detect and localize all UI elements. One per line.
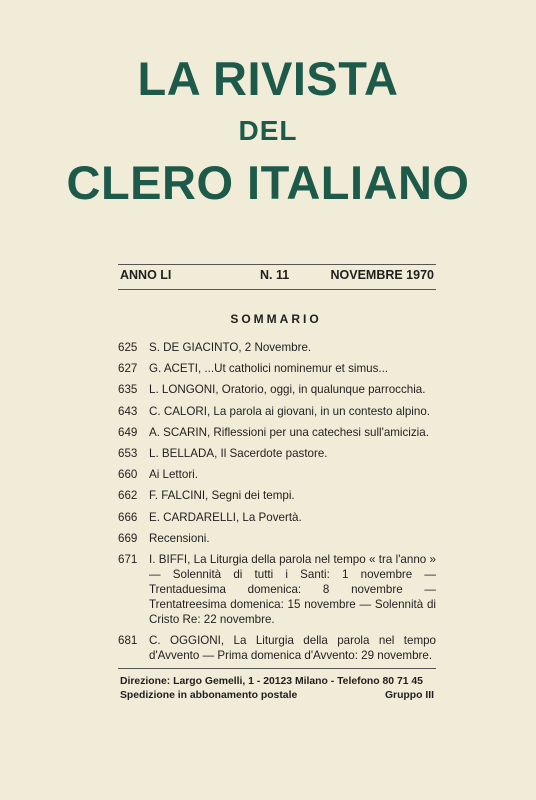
toc-entry bbox=[118, 552, 436, 627]
toc-title: Recensioni. bbox=[149, 531, 210, 545]
summary-heading: SOMMARIO bbox=[230, 312, 322, 326]
toc-title: G. ACETI, ...Ut catholici nominemur et simus... bbox=[149, 362, 389, 376]
toc-title: I. BIFFI, La Liturgia della parola nel tempo « tra l'anno » — Solennità di tutti i Santi: 1 novembre — Trentaduesima domenica: 8 novembre — Trentatreesima domenica: 15 novembre — Solennità di Cristo Re: 22 novembre. bbox=[149, 552, 436, 626]
toc-page-number: 660 bbox=[118, 468, 138, 482]
toc-title: L. BELLADA, Il Sacerdote pastore. bbox=[149, 446, 328, 460]
toc-entry bbox=[118, 425, 436, 440]
footer-address: Direzione: Largo Gemelli, 1 - 20123 Milano - Telefono 80 71 45 bbox=[120, 676, 423, 687]
toc-title: C. OGGIONI, La Liturgia della parola nel tempo d'Avvento — Prima domenica d'Avvento: 29 novembre. bbox=[149, 634, 436, 663]
footer-group-text: Gruppo III bbox=[384, 690, 434, 701]
toc-entry bbox=[118, 531, 436, 546]
toc-title: L. LONGONI, Oratorio, oggi, in qualunque parrocchia. bbox=[149, 383, 426, 397]
toc-title: Ai Lettori. bbox=[149, 468, 198, 482]
toc-entry bbox=[118, 633, 436, 663]
footer-rule bbox=[118, 668, 436, 669]
toc-page-number: 669 bbox=[118, 531, 138, 545]
issue-info bbox=[120, 268, 434, 286]
toc-page-number: 625 bbox=[118, 341, 138, 354]
toc-page-number: 649 bbox=[118, 425, 138, 439]
toc-page-number: 653 bbox=[118, 446, 138, 460]
toc-page-number: 643 bbox=[118, 404, 138, 418]
title-line-2: DEL bbox=[238, 115, 298, 146]
toc-entry bbox=[118, 382, 436, 397]
toc-entry bbox=[118, 361, 436, 376]
title-line-3: CLERO ITALIANO bbox=[66, 156, 470, 209]
toc-title: A. SCARIN, Riflessioni per una catechesi sull'amicizia. bbox=[149, 425, 429, 439]
toc-title: F. FALCINI, Segni dei tempi. bbox=[149, 489, 295, 503]
toc-page-number: 671 bbox=[118, 552, 138, 566]
toc-title: C. CALORI, La parola ai giovani, in un contesto alpino. bbox=[149, 404, 430, 418]
toc-page-number: 681 bbox=[118, 634, 138, 648]
toc-entry bbox=[118, 467, 436, 482]
issue-year: ANNO LI bbox=[120, 268, 172, 282]
issue-bottom-rule bbox=[118, 289, 436, 290]
toc-title: S. DE GIACINTO, 2 Novembre. bbox=[149, 341, 312, 354]
toc-page-number: 666 bbox=[118, 510, 138, 524]
issue-date: NOVEMBRE 1970 bbox=[330, 268, 434, 282]
toc-entry bbox=[118, 446, 436, 461]
issue-top-rule bbox=[118, 264, 436, 265]
toc-title: E. CARDARELLI, La Povertà. bbox=[149, 510, 302, 524]
footer-postal-text: Spedizione in abbonamento postale bbox=[120, 690, 298, 701]
issue-number: N. 11 bbox=[260, 268, 290, 282]
toc-page-number: 635 bbox=[118, 383, 138, 397]
toc-page-number: 627 bbox=[118, 362, 138, 376]
toc-entry bbox=[118, 340, 436, 355]
toc-entry bbox=[118, 488, 436, 503]
title-line-1: LA RIVISTA bbox=[137, 52, 399, 105]
toc-entry bbox=[118, 404, 436, 419]
table-of-contents bbox=[118, 340, 436, 669]
toc-page-number: 662 bbox=[118, 489, 138, 503]
toc-entry bbox=[118, 510, 436, 525]
